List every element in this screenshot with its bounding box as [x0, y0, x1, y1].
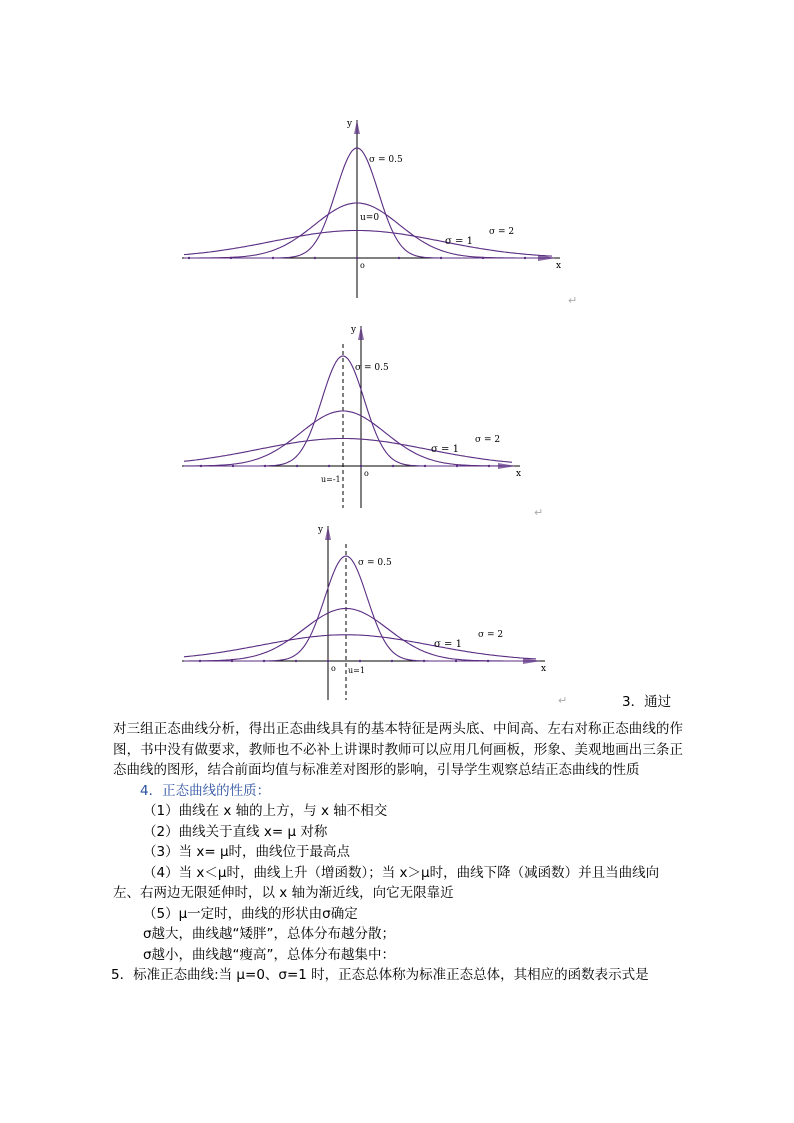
sigma-label: σ = 1: [434, 639, 462, 650]
x-tick-mark: [398, 257, 400, 259]
x-tick-mark: [295, 660, 297, 662]
normal-curve: [184, 148, 552, 258]
x-axis-label: x: [556, 261, 562, 271]
normal-curves-figure-mu-minus-1: [0, 320, 794, 520]
mu-label: u=0: [360, 213, 380, 223]
sigma-label: σ = 2: [489, 227, 515, 237]
origin-label: o: [331, 664, 336, 673]
x-tick-mark: [328, 465, 330, 467]
x-axis-label: x: [541, 664, 547, 674]
x-tick-mark: [296, 465, 298, 467]
y-axis-label: y: [351, 325, 357, 335]
origin-label: o: [364, 469, 369, 478]
normal-curve: [184, 556, 536, 661]
paragraph-3-heading: 3．通过: [622, 694, 672, 710]
y-axis-arrow: [354, 120, 360, 134]
x-tick-mark: [314, 257, 316, 259]
sigma-label: σ = 1: [445, 236, 473, 247]
section-5-standard-normal: 5．标准正态曲线:当 μ=0、σ=1 时，正态总体称为标准正态总体，其相应的函数表示式是: [111, 967, 649, 983]
property-5-sigma-small: σ越小，曲线越“瘦高”，总体分布越集中：: [143, 946, 396, 963]
sigma-label: σ = 1: [431, 444, 459, 455]
origin-label: o: [360, 261, 365, 270]
property-4-line-1: （4）当 x＜μ时，曲线上升（增函数）；当 x＞μ时，曲线下降（减函数）并且当曲线向: [143, 864, 660, 881]
section-4-heading: 4．正态曲线的性质：: [140, 782, 271, 799]
return-mark: ↵: [558, 694, 568, 707]
x-tick-mark: [360, 465, 362, 467]
return-mark: ↵: [568, 294, 578, 307]
x-tick-mark: [356, 257, 358, 259]
y-axis-arrow: [325, 526, 331, 540]
property-5-sigma-large: σ越大，曲线越“矮胖”，总体分布越分散；: [143, 926, 396, 942]
x-tick-mark: [392, 465, 394, 467]
property-3: （3）当 x= μ时，曲线位于最高点: [143, 844, 351, 860]
paragraph-3-body: 对三组正态曲线分析，得出正态曲线具有的基本特征是两头底、中间高、左右对称正态曲线的作图，书中没有做要求，教师也不必补上讲课时教师可以应用几何画板，形象、美观地画出三条正态曲线的图形，结合前面均值与标准差对图形的影响，引导学生观察总结正态曲线的性质: [113, 721, 683, 778]
x-tick-mark: [391, 660, 393, 662]
mu-label: u=1: [348, 666, 365, 675]
property-4-line-2: 左、右两边无限延伸时，以 x 轴为渐近线，向它无限靠近: [113, 885, 454, 901]
x-axis-label: x: [516, 469, 522, 479]
body-text: [113, 719, 683, 986]
sigma-label: σ = 2: [475, 435, 501, 445]
sigma-label: σ = 0.5: [358, 558, 392, 568]
y-axis-label: y: [318, 525, 324, 535]
return-mark: ↵: [534, 506, 544, 519]
property-2: （2）曲线关于直线 x= μ 对称: [143, 823, 328, 840]
normal-curves-figure-mu-0: [0, 110, 794, 310]
mu-label: u=-1: [321, 475, 341, 484]
y-axis-arrow: [358, 326, 364, 340]
sigma-label: σ = 0.5: [369, 155, 403, 165]
x-tick-mark: [327, 660, 329, 662]
property-1: （1）曲线在 x 轴的上方，与 x 轴不相交: [143, 803, 388, 819]
normal-curve: [184, 439, 512, 463]
y-axis-label: y: [347, 119, 353, 129]
sigma-label: σ = 0.5: [355, 363, 389, 373]
x-tick-mark: [359, 660, 361, 662]
normal-curves-figure-mu-1: [0, 520, 794, 710]
property-5: （5）μ一定时，曲线的形状由σ确定: [143, 905, 358, 922]
sigma-label: σ = 2: [478, 630, 504, 640]
